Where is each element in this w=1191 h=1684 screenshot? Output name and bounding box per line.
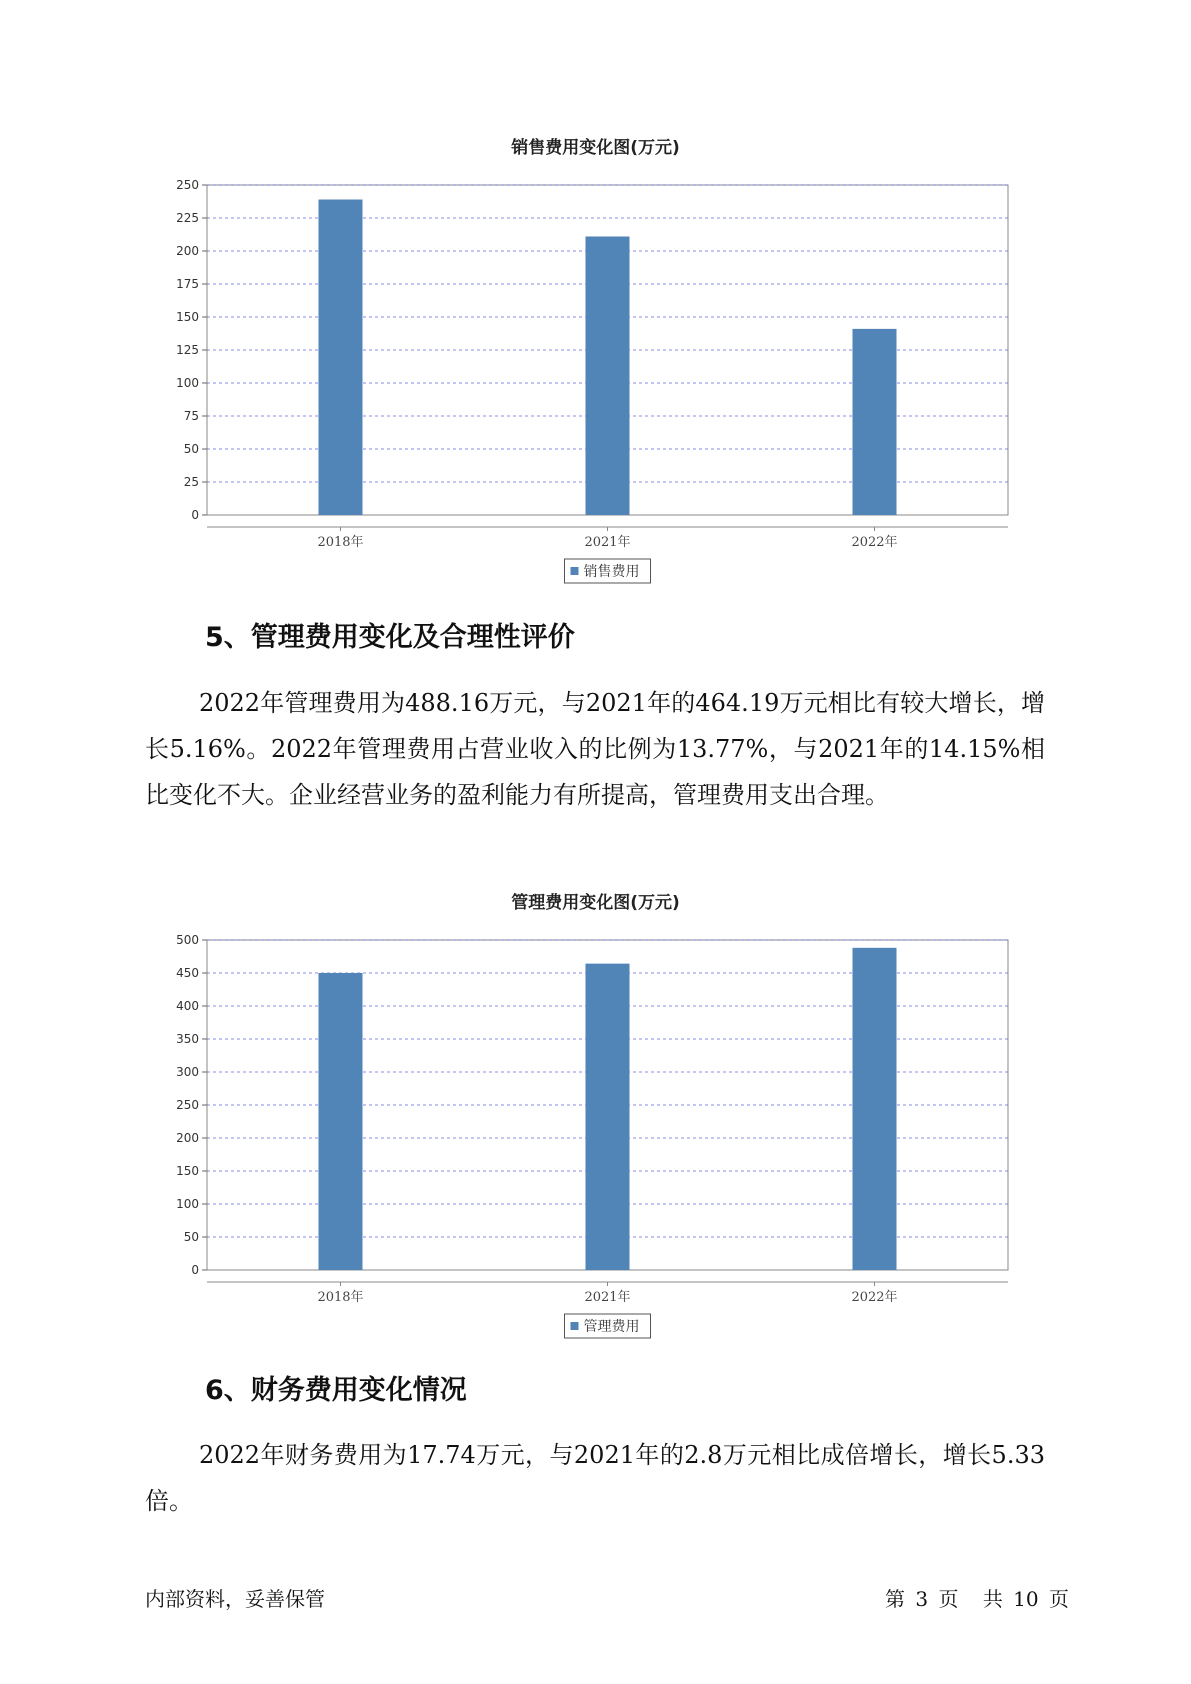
section5-paragraph: 2022年管理费用为488.16万元，与2021年的464.19万元相比有较大增长，增长5.16%。2022年管理费用占营业收入的比例为13.77%，与2021年的14.15%相比变化不大。企业经营业务的盈利能力有所提高，管理费用支出合理。 bbox=[145, 689, 1045, 809]
legend-label: 销售费用 bbox=[583, 564, 640, 580]
chart-title-sales: 销售费用变化图(万元) bbox=[511, 138, 680, 158]
y-tick-label: 450 bbox=[176, 966, 199, 980]
x-tick-label: 2021年 bbox=[584, 1290, 631, 1305]
section5-heading: 5、管理费用变化及合理性评价 bbox=[205, 622, 575, 653]
total-pages: 10 bbox=[1013, 1587, 1039, 1611]
x-tick-label: 2022年 bbox=[851, 1290, 898, 1305]
bar bbox=[586, 964, 630, 1270]
chart-title-admin: 管理费用变化图(万元) bbox=[511, 893, 680, 913]
sales-expense-chart bbox=[0, 150, 1191, 580]
y-tick-label: 100 bbox=[176, 376, 199, 390]
y-tick-label: 200 bbox=[176, 1131, 199, 1145]
bar bbox=[586, 236, 630, 515]
footer-confidential: 内部资料，妥善保管 bbox=[145, 1587, 325, 1611]
y-tick-label: 150 bbox=[176, 310, 199, 324]
bar bbox=[853, 948, 897, 1270]
y-tick-label: 75 bbox=[183, 409, 199, 423]
x-tick-label: 2022年 bbox=[851, 535, 898, 550]
legend-swatch bbox=[571, 1322, 579, 1330]
bar bbox=[319, 200, 363, 515]
section6-paragraph: 2022年财务费用为17.74万元，与2021年的2.8万元相比成倍增长，增长5.33倍。 bbox=[145, 1441, 1045, 1515]
y-tick-label: 200 bbox=[176, 244, 199, 258]
legend-label: 管理费用 bbox=[583, 1319, 640, 1335]
x-tick-label: 2018年 bbox=[317, 1290, 364, 1305]
y-tick-label: 50 bbox=[183, 1230, 199, 1244]
y-tick-label: 250 bbox=[176, 178, 199, 192]
y-tick-label: 50 bbox=[183, 442, 199, 456]
total-suffix: 页 bbox=[1048, 1587, 1069, 1611]
bar bbox=[853, 329, 897, 515]
page-prefix: 第 bbox=[885, 1587, 905, 1611]
y-tick-label: 150 bbox=[176, 1164, 199, 1178]
y-tick-label: 100 bbox=[176, 1197, 199, 1211]
y-tick-label: 350 bbox=[176, 1032, 199, 1046]
page-number: 3 bbox=[915, 1587, 929, 1611]
y-tick-label: 0 bbox=[191, 508, 199, 522]
page-suffix: 页 bbox=[938, 1587, 959, 1611]
y-tick-label: 25 bbox=[183, 475, 199, 489]
legend-swatch bbox=[571, 567, 579, 575]
total-prefix: 共 bbox=[982, 1587, 1003, 1611]
y-tick-label: 400 bbox=[176, 999, 199, 1013]
y-tick-label: 300 bbox=[176, 1065, 199, 1079]
y-tick-label: 175 bbox=[176, 277, 199, 291]
y-tick-label: 500 bbox=[176, 933, 199, 947]
footer-page-info bbox=[885, 1583, 1073, 1612]
y-tick-label: 125 bbox=[176, 343, 199, 357]
x-tick-label: 2021年 bbox=[584, 535, 631, 550]
section6-heading: 6、财务费用变化情况 bbox=[205, 1375, 467, 1406]
admin-expense-chart bbox=[0, 905, 1191, 1335]
x-tick-label: 2018年 bbox=[317, 535, 364, 550]
y-tick-label: 250 bbox=[176, 1098, 199, 1112]
bar bbox=[319, 973, 363, 1270]
y-tick-label: 225 bbox=[176, 211, 199, 225]
y-tick-label: 0 bbox=[191, 1263, 199, 1277]
